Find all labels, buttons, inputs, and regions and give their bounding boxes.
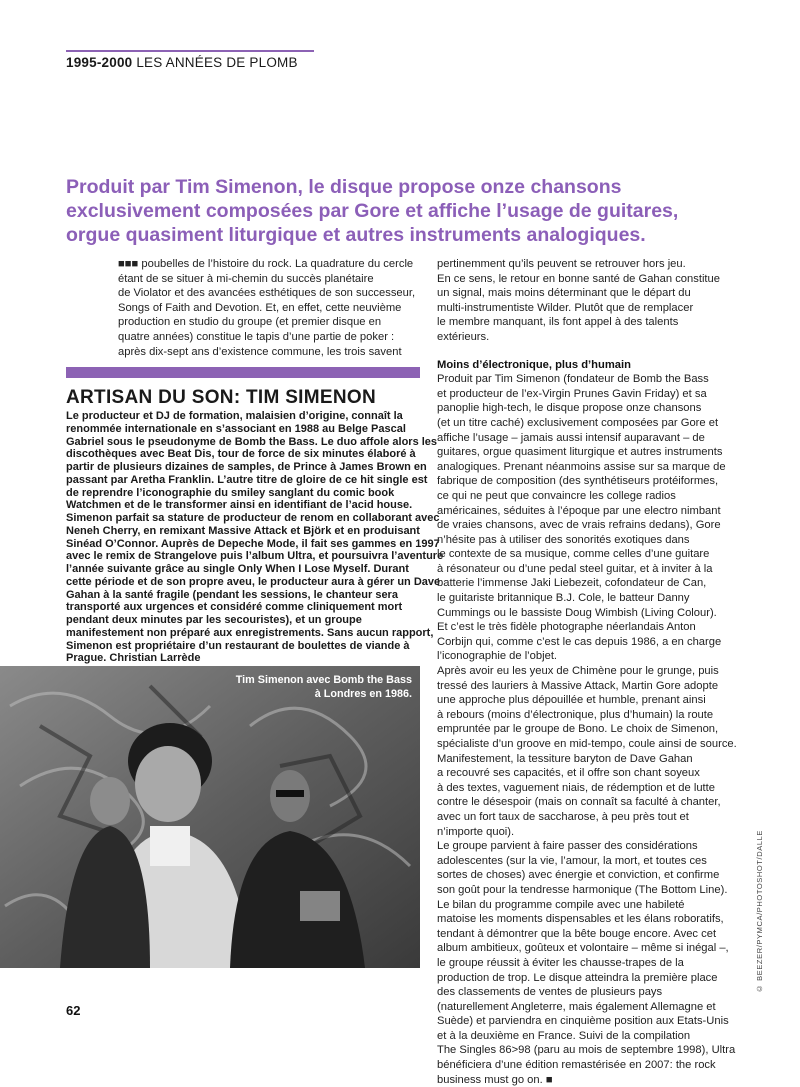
text-line: de reprendre l’iconographie du smiley sanglant du comic book xyxy=(66,486,395,499)
text-line: analogiques. Prenant néanmoins assise sur sa marque de xyxy=(437,460,726,473)
text-line: américaines, séduites à l’époque par une electro nimbant xyxy=(437,504,721,517)
text-line: affiche l’usage – jamais aussi intensif auparavant – de xyxy=(437,431,705,444)
photo-image xyxy=(0,666,420,968)
text-line: Et c’est le très fidèle photographe néerlandais Anton xyxy=(437,621,696,634)
text-line: l’iconographie de l’objet. xyxy=(437,650,558,663)
photo-credit: © BEEZER/PYMCA/PHOTOSHOT/DALLE xyxy=(755,830,764,994)
text-line: Manifestement, la tessiture baryton de Dave Gahan xyxy=(437,752,693,765)
text-line: business must go on. ■ xyxy=(437,1073,553,1086)
text-line: guitares, orgue quasiment liturgique et autres instruments xyxy=(437,446,723,459)
text-line: des classements de ventes de plusieurs pays xyxy=(437,986,663,999)
text-line: renommée internationale en s’associant en 1988 au Belge Pascal xyxy=(66,422,406,435)
photo-caption-line1: Tim Simenon avec Bomb the Bass xyxy=(235,674,412,686)
text-line: une approche plus dépouillée et humble, prenant ainsi xyxy=(437,694,706,707)
text-line: de vraies chansons, avec de vrais refrains dedans), Gore xyxy=(437,519,721,532)
text-line: En ce sens, le retour en bonne santé de Gahan constitue xyxy=(437,272,720,285)
text-line: Suède) et parviendra en cinquième position aux Etats-Unis xyxy=(437,1015,729,1028)
text-line: Songs of Faith and Devotion. Et, en effet, cette neuvième xyxy=(118,301,402,314)
text-line: à des textes, vaguement niais, de rédemption et de lutte xyxy=(437,781,715,794)
text-line: Gabriel sous le pseudonyme de Bomb the Bass. Le duo affole alors les xyxy=(66,435,438,448)
text-line: cette période et de son propre aveu, le producteur aura à gérer un Dave xyxy=(66,575,441,588)
text-line: tressé des lauriers à Massive Attack, Martin Gore adopte xyxy=(437,679,719,692)
photo-bomb-the-bass xyxy=(0,666,420,968)
text-line: Gahan à la santé fragile (pendant les sessions, le chanteur sera xyxy=(66,588,398,601)
text-line: multi-instrumentiste Wilder. Plutôt que de remplacer xyxy=(437,301,694,314)
text-line: n’hésite pas à utiliser des sonorités exotiques dans xyxy=(437,533,690,546)
text-line: Prague. Christian Larrède xyxy=(66,652,201,665)
text-line: Simenon parfait sa stature de producteur de renom en collaborant avec xyxy=(66,512,440,524)
text-line: Le producteur et DJ de formation, malaisien d’origine, connaît la xyxy=(66,410,403,422)
text-line: adolescentes (sur la vie, l’amour, la mort, et toutes ces xyxy=(437,854,707,867)
text-line: sortes de choses) avec énergie et conviction, et confirme xyxy=(437,869,720,882)
sidebar-bar xyxy=(66,367,420,378)
text-line: de Violator et des avancées esthétiques de son successeur, xyxy=(118,287,416,300)
text-line: Corbijn qui, comme c’est le cas depuis 1986, a en charge xyxy=(437,635,722,648)
text-line: avec un fort taux de saccharose, à peu près tout et xyxy=(437,810,689,823)
text-line: discothèques avec Beat Dis, tour de force de six minutes élaboré à xyxy=(66,448,416,461)
text-line: extérieurs. xyxy=(437,330,490,343)
text-line: Sinéad O’Connor. Auprès de Depeche Mode, il fait ses gammes en 1997 xyxy=(66,537,440,550)
sidebar-title: ARTISAN DU SON: TIM SIMENON xyxy=(66,387,376,408)
text-line: Le groupe parvient à faire passer des considérations xyxy=(437,840,698,853)
running-header xyxy=(66,55,298,70)
right-top-text xyxy=(437,257,742,345)
text-line: partir de plusieurs dizaines de samples, de Prince à James Brown en xyxy=(66,461,427,473)
text-line: pertinemment qu’ils peuvent se retrouver hors jeu. xyxy=(437,258,686,270)
text-line: avec le remix de Strangelove puis l’album Ultra, et poursuivra l’aventure xyxy=(66,550,444,563)
text-line: étant de se situer à mi-chemin du succès planétaire xyxy=(118,272,374,285)
sidebar-body xyxy=(66,410,444,665)
text-line: l’année suivante grâce au single Only When I Lose Myself. Durant xyxy=(66,563,409,575)
text-line: le groupe réussit à éviter les chausse-trapes de la xyxy=(437,956,684,969)
text-line: n’importe quoi). xyxy=(437,825,515,838)
text-line: pendant deux minutes par les secouristes), et un groupe xyxy=(66,614,362,626)
text-line: à rebours (moins d’électronique, plus d’humain) la route xyxy=(437,708,714,721)
text-line: (et un titre caché) exclusivement composées par Gore et xyxy=(437,416,719,429)
text-line: spécialiste d’un groove en mid-tempo, coule ainsi de source. xyxy=(437,738,737,750)
text-line: le contexte de sa musique, comme celles d’une guitare xyxy=(437,548,710,561)
text-line: (naturellement Angleterre, mais également Allemagne et xyxy=(437,1000,716,1013)
text-line: Simenon est propriétaire d’un restaurant de boulettes de viande à xyxy=(66,639,410,652)
text-line: passant par Aretha Franklin. L’autre titre de gloire de ce hit single est xyxy=(66,473,428,486)
text-line: The Singles 86>98 (paru au mois de septembre 1998), Ultra xyxy=(437,1044,736,1057)
text-line: manifestement non préparé aux enregistrements. Sans aucun rapport, xyxy=(66,626,434,639)
photo-caption xyxy=(236,674,412,701)
text-line: empruntée par le groupe de Bono. Le choix de Simenon, xyxy=(437,723,719,736)
text-line: transporté aux urgences et considéré comme cliniquement mort xyxy=(66,601,403,614)
section-subhead: Moins d’électronique, plus d’humain xyxy=(437,358,631,371)
text-line: ce qui ne peut que convaincre les college radios xyxy=(437,489,676,502)
header-rule xyxy=(66,50,314,52)
text-line: album ambitieux, goûteux et volontaire – même si inégal –, xyxy=(437,942,729,955)
text-line: Cummings ou le bassiste Doug Wimbish (Living Colour). xyxy=(437,606,717,619)
text-line: le guitariste britannique B.J. Cole, le batteur Danny xyxy=(437,592,690,605)
text-line: matoise les moments dispensables et les élans roboratifs, xyxy=(437,913,724,926)
right-bottom-text xyxy=(437,372,742,1087)
body-column-left xyxy=(118,257,418,359)
text-line: son goût pour la tendresse harmonique (The Bottom Line). xyxy=(437,883,728,896)
text-line: panoplie high-tech, le disque propose onze chansons xyxy=(437,402,702,415)
text-line: contre le désespoir (mais on connaît sa faculté à chanter, xyxy=(437,796,721,809)
pull-quote: Produit par Tim Simenon, le disque propose onze chansons exclusivement composées par Gore et affiche l’usage de guitares, orgue quasiment liturgique et autres instruments analogiques. xyxy=(66,176,679,246)
text-line: Après avoir eu les yeux de Chimène pour le grunge, puis xyxy=(437,665,719,678)
text-line: à résonateur ou d’une pedal steel guitar, et à inviter à la xyxy=(437,562,713,575)
text-line: quatre années) constitue le tapis d’une partie de poker : xyxy=(118,330,395,343)
text-line: ■■■ poubelles de l’histoire du rock. La quadrature du cercle xyxy=(118,258,414,270)
header-title: LES ANNÉES DE PLOMB xyxy=(136,55,298,70)
text-line: et à la deuxième en France. Suivi de la compilation xyxy=(437,1029,691,1042)
header-years: 1995-2000 xyxy=(66,55,133,70)
text-line: après dix-sept ans d’existence commune, les trois savent xyxy=(118,345,402,358)
text-line: Neneh Cherry, en remixant Massive Attack et Björk et en produisant xyxy=(66,524,420,537)
page-number: 62 xyxy=(66,1003,81,1018)
text-line: Produit par Tim Simenon (fondateur de Bomb the Bass xyxy=(437,373,709,386)
text-line: fabrique de composition (des synthétiseurs protéiformes, xyxy=(437,475,719,488)
body-column-right xyxy=(437,257,742,1087)
text-line: tendant à démontrer que la bête bouge encore. Avec cet xyxy=(437,927,717,940)
text-line: production de trop. Le disque atteindra la première place xyxy=(437,971,718,984)
photo-caption-line2: à Londres en 1986. xyxy=(314,687,412,700)
text-line: production en studio du groupe (et premier disque en xyxy=(118,316,382,329)
text-line: a recouvré ses capacités, et il offre son chant soyeux xyxy=(437,767,700,780)
text-line: un signal, mais moins déterminant que le départ du xyxy=(437,287,691,300)
text-line: Le bilan du programme compile avec une habileté xyxy=(437,898,685,911)
text-line: batterie l’immense Jaki Liebezeit, cofondateur de Can, xyxy=(437,577,707,590)
text-line: et producteur de l’ex-Virgin Prunes Gavin Friday) et sa xyxy=(437,387,707,400)
text-line: Watchmen et de le transformer ainsi en identifiant de l’acid house. xyxy=(66,499,413,512)
text-line: le membre manquant, ils font appel à des talents xyxy=(437,316,679,329)
text-line: bénéficiera d’une édition remastérisée en 2007: the rock xyxy=(437,1059,716,1072)
